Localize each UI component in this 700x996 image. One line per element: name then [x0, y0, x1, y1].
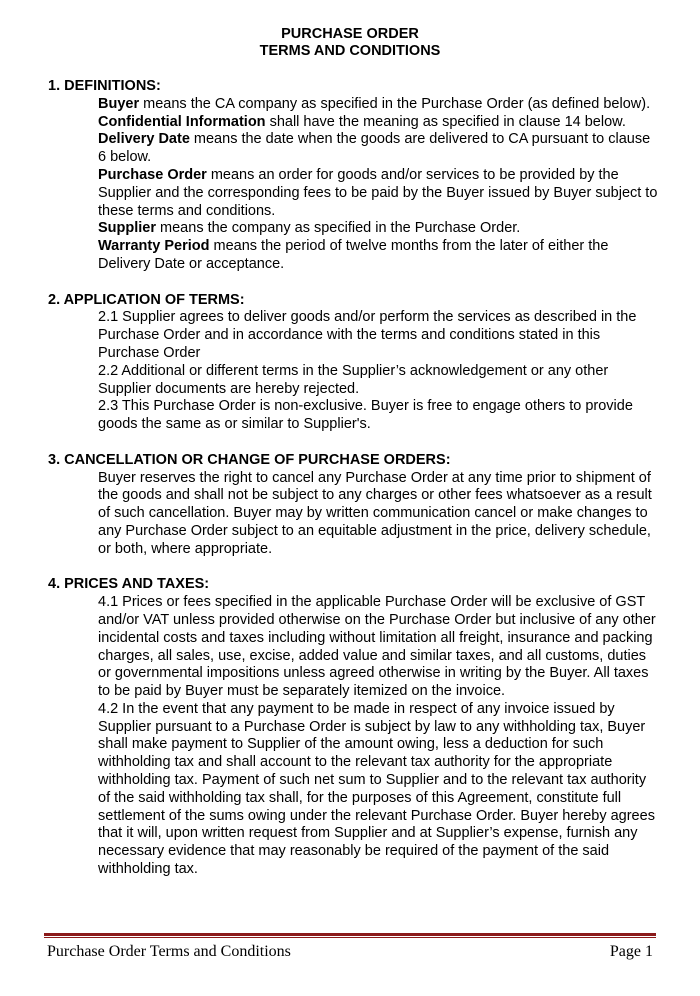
definition-text: means the period of twelve months from the later of either the Delivery Date or acceptance.	[98, 238, 609, 272]
document-title	[0, 26, 700, 60]
clause-2-1: 2.1 Supplier agrees to deliver goods and/or perform the services as described in the Purchase Order and in accordance with the terms and conditions stated in this Purchase Order	[98, 309, 637, 361]
section-definitions	[48, 78, 660, 274]
definition-text: means the CA company as specified in the Purchase Order (as defined below).	[139, 95, 651, 112]
definition-term: Warranty Period	[98, 238, 210, 255]
page-number: Page 1	[609, 943, 653, 960]
definition-text: means the date when the goods are delivered to CA pursuant to clause 6 below.	[98, 131, 651, 166]
cancellation-clauses	[98, 470, 660, 559]
definition-term: Confidential Information	[98, 113, 266, 130]
title-line-2: TERMS AND CONDITIONS	[259, 43, 441, 59]
definitions-list	[98, 96, 660, 274]
definition-term: Delivery Date	[98, 131, 190, 148]
prices-clauses	[98, 594, 660, 879]
definition-purchase-order	[98, 167, 660, 220]
section-prices-and-taxes	[48, 576, 660, 879]
definition-delivery-date	[98, 131, 660, 167]
clause-2-3: 2.3 This Purchase Order is non-exclusive. Buyer is free to engage others to provide goods the same as or similar to Supplier's.	[98, 398, 633, 433]
document-body	[48, 78, 660, 897]
definition-text: shall have the meaning as specified in clause 14 below.	[265, 113, 626, 130]
section-heading: 1. DEFINITIONS:	[48, 78, 161, 94]
definition-buyer	[98, 96, 660, 114]
page-footer	[47, 943, 653, 961]
definition-confidential-information	[98, 114, 660, 132]
footer-document-title: Purchase Order Terms and Conditions	[47, 943, 291, 960]
definition-term: Buyer	[98, 95, 140, 112]
section-heading: 4. PRICES AND TAXES:	[48, 576, 210, 593]
definition-term: Supplier	[98, 220, 157, 237]
clause-3: Buyer reserves the right to cancel any Purchase Order at any time prior to shipment of the goods and shall not be subject to any charges or other fees whatsoever as a result of such cancellation. Buyer may by written communication cancel or make changes to any Purchase Order subject to an equitable adjustment in the price, delivery schedule, or both, where appropriate.	[98, 469, 652, 557]
clause-2-2: 2.2 Additional or different terms in the Supplier’s acknowledgement or any other Supplier documents are hereby rejected.	[98, 362, 609, 397]
clause-4-1: 4.1 Prices or fees specified in the applicable Purchase Order will be exclusive of GST and/or VAT unless provided otherwise on the Purchase Order but inclusive of any other incidental costs and taxes including without limitation all freight, insurance and packing charges, all sales, use, excise, added value and similar taxes, and all customs, duties or governmental impositions unless agreed otherwise in writing by the Buyer. All taxes to be paid by Buyer must be separately itemized on the invoice.	[98, 594, 656, 700]
definition-warranty-period	[98, 238, 660, 274]
application-clauses	[98, 309, 660, 434]
section-application-of-terms	[48, 292, 660, 434]
section-heading: 3. CANCELLATION OR CHANGE OF PURCHASE ORDERS:	[48, 451, 451, 468]
section-cancellation	[48, 452, 660, 559]
section-heading: 2. APPLICATION OF TERMS:	[48, 291, 245, 308]
title-line-1: PURCHASE ORDER	[281, 26, 419, 42]
definition-text: means an order for goods and/or services to be provided by the Supplier and the corresponding fees to be paid by the Buyer issued by Buyer subject to these terms and conditions.	[98, 166, 658, 219]
definition-text: means the company as specified in the Purchase Order.	[156, 220, 521, 237]
definition-supplier	[98, 220, 660, 238]
definition-term: Purchase Order	[98, 166, 207, 183]
clause-4-2: 4.2 In the event that any payment to be made in respect of any invoice issued by Supplier pursuant to a Purchase Order is subject by law to any withholding tax, Buyer shall make payment to Supplier of the amount owing, less a deduction for such withholding tax and shall account to the relevant tax authority for the appropriate withholding tax. Payment of such net sum to Supplier and to the relevant tax authority of the said withholding tax shall, for the purposes of this Agreement, constitute full settlement of the sums owing under the relevant Purchase Order. Buyer hereby agrees that it will, upon written request from Supplier and at Supplier’s expense, furnish any necessary evidence that may reasonably be required of the payment of the said withholding tax.	[98, 700, 655, 878]
footer-divider	[44, 933, 656, 938]
